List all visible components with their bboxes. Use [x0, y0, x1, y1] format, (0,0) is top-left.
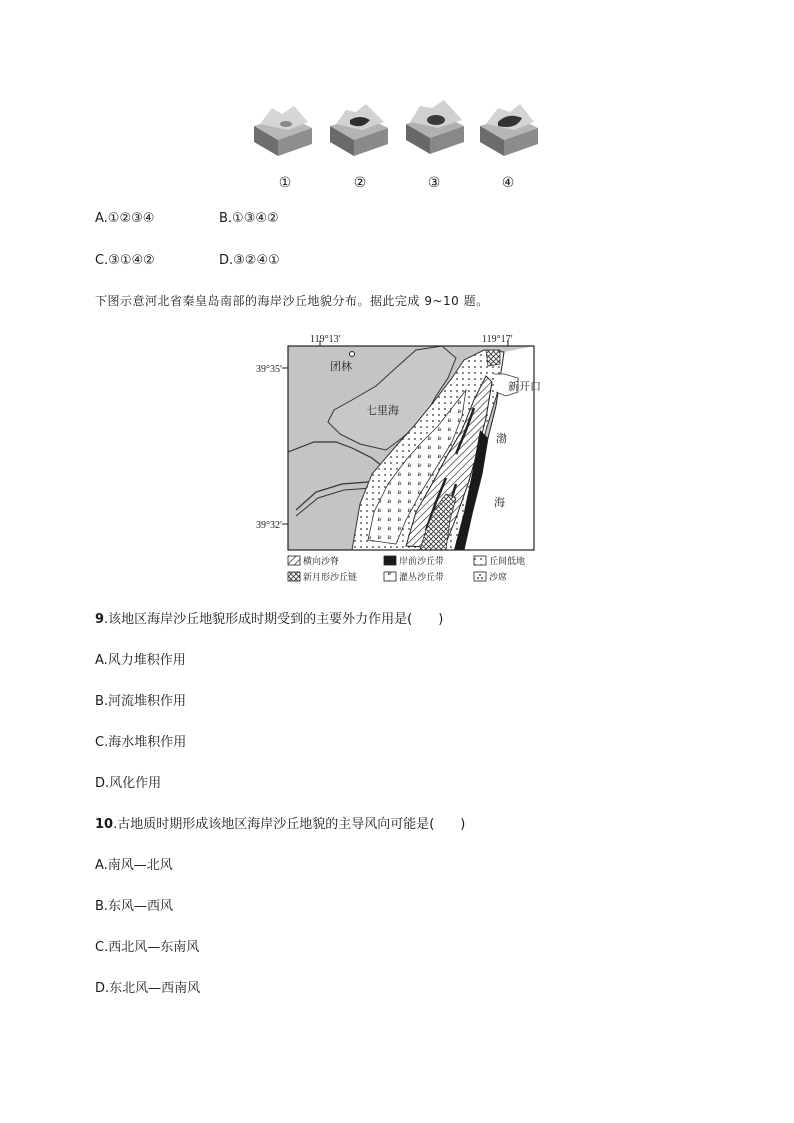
q10-stem [95, 817, 465, 833]
lat-label-top: 39°35′ [256, 364, 283, 375]
q10-option-d: D.东北风—西南风 [95, 981, 201, 996]
sea-label-hai: 海 [494, 496, 505, 509]
legend-label-sandsheet: 沙席 [489, 573, 508, 583]
terrain-block-3 [402, 98, 468, 156]
place-label-tuanlin: 团林 [330, 360, 352, 373]
legend-label-barchan: 新月形沙丘链 [303, 573, 358, 583]
q9-option-a: A.风力堆积作用 [95, 653, 186, 668]
legend-label-brush: 灌丛沙丘带 [399, 573, 445, 583]
q10-option-c: C.西北风—东南风 [95, 940, 200, 955]
legend-swatch-transverse [288, 556, 300, 565]
q9-stem [95, 612, 443, 628]
lat-label-bottom: 39°32′ [256, 520, 283, 531]
legend-label-transverse: 横向沙脊 [303, 557, 340, 567]
block-label-3: ③ [427, 175, 441, 191]
terrain-block-4 [476, 100, 542, 158]
terrain-blocks [250, 96, 550, 156]
coastal-dune-map [256, 334, 546, 586]
terrain-block-2 [326, 100, 392, 158]
lon-label-right: 119°17′ [482, 334, 513, 345]
place-label-qilihai: 七里海 [366, 404, 399, 417]
legend-swatch-barchan [288, 572, 300, 581]
sea-label-bo: 渤 [496, 432, 507, 445]
lon-label-left: 119°13′ [310, 334, 341, 345]
prev-option-b: B.①③④② [219, 211, 279, 226]
intro-text: 下图示意河北省秦皇岛南部的海岸沙丘地貌分布。据此完成 9~10 题。 [95, 294, 489, 308]
q10-number: 10 [95, 817, 114, 832]
legend-swatch-interdune [474, 556, 486, 565]
prev-option-c: C.③①④② [95, 253, 155, 268]
block-label-2: ② [353, 175, 367, 191]
q9-option-b: B.河流堆积作用 [95, 694, 187, 709]
q10-option-b: B.东风—西风 [95, 899, 174, 914]
q9-stem-text: .该地区海岸沙丘地貌形成时期受到的主要外力作用是( ) [104, 612, 444, 627]
block-label-1: ① [278, 175, 292, 191]
q10-stem-text: .古地质时期形成该地区海岸沙丘地貌的主导风向可能是( ) [113, 817, 466, 832]
q9-option-d: D.风化作用 [95, 776, 162, 791]
q9-number: 9 [95, 612, 105, 627]
legend-swatch-sandsheet [474, 572, 486, 581]
legend-swatch-foredune [384, 556, 396, 565]
q9-option-c: C.海水堆积作用 [95, 735, 187, 750]
legend-label-foredune: 岸前沙丘带 [399, 557, 445, 567]
place-label-xinkaikou: 新开口 [508, 380, 541, 393]
legend-label-interdune: 丘间低地 [489, 557, 526, 567]
q10-option-a: A.南风—北风 [95, 858, 173, 873]
terrain-block-1 [250, 100, 316, 158]
town-marker-icon [350, 352, 355, 357]
prev-option-a: A.①②③④ [95, 211, 155, 226]
prev-option-d: D.③②④① [219, 253, 280, 268]
legend-swatch-brush [384, 572, 396, 581]
block-label-4: ④ [501, 175, 515, 191]
map-legend [288, 555, 525, 583]
